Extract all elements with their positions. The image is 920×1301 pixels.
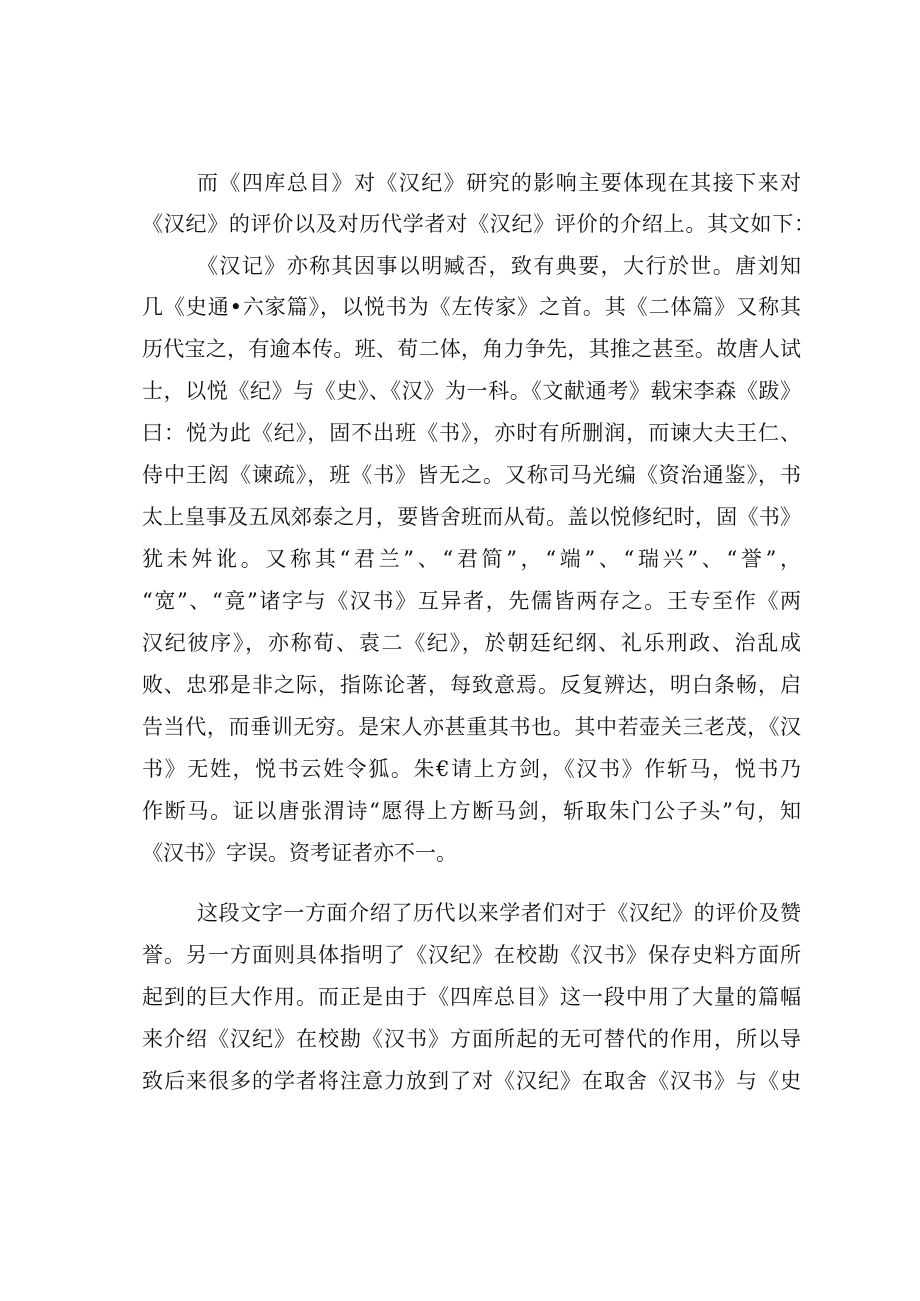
quote-line: 士，以悦《纪》与《史》、《汉》为一科。《文献通考》载宋李森《跋》	[142, 379, 801, 403]
quote-line: 《汉书》字误。资考证者亦不一。	[142, 841, 457, 865]
quote-line: 书》无姓，悦书云姓令狐。朱€请上方剑，《汉书》作斩马，悦书乃	[142, 757, 801, 781]
quote-line: 历代宝之，有逾本传。班、荀二体，角力争先，其推之甚至。故唐人试	[142, 337, 801, 361]
quote-line: 《汉记》亦称其因事以明臧否，致有典要，大行於世。唐刘知	[197, 254, 801, 278]
quote-line: 曰：悦为此《纪》，固不出班《书》，亦时有所删润，而谏大夫王仁、	[142, 421, 801, 445]
quote-line: “宽”、“竟”诸字与《汉书》互异者，先儒皆两存之。王专至作《两	[142, 589, 801, 613]
text-line: 《汉纪》的评价以及对历代学者对《汉纪》评价的介绍上。其文如下：	[142, 212, 815, 236]
quote-line: 侍中王闳《谏疏》，班《书》皆无之。又称司马光编《资治通鉴》，书	[142, 463, 801, 487]
quote-line: 太上皇事及五凤郊泰之月，要皆舍班而从荀。盖以悦修纪时，固《书》	[142, 505, 801, 529]
text-line: 致后来很多的学者将注意力放到了对《汉纪》在取舍《汉书》与《史	[142, 1069, 801, 1093]
text-line: 来介绍《汉纪》在校勘《汉书》方面所起的无可替代的作用，所以导	[142, 1027, 801, 1051]
text-line: 这段文字一方面介绍了历代以来学者们对于《汉纪》的评价及赞	[197, 901, 801, 925]
text-line: 而《四库总目》对《汉纪》研究的影响主要体现在其接下来对	[197, 171, 801, 195]
quote-line: 汉纪彼序》，亦称荀、袁二《纪》，於朝廷纪纲、礼乐刑政、治乱成	[142, 631, 801, 655]
text-line: 起到的巨大作用。而正是由于《四库总目》这一段中用了大量的篇幅	[142, 985, 801, 1009]
quote-line: 败、忠邪是非之际，指陈论著，每致意焉。反复辨达，明白条畅，启	[142, 673, 801, 697]
quote-line: 几《史通•六家篇》，以悦书为《左传家》之首。其《二体篇》又称其	[142, 295, 801, 319]
quote-line: 作断马。证以唐张渭诗“愿得上方断马剑，斩取朱门公子头”句，知	[142, 799, 801, 823]
text-line: 誉。另一方面则具体指明了《汉纪》在校勘《汉书》保存史料方面所	[142, 943, 801, 967]
quote-line: 犹未舛讹。又称其“君兰”、“君简”，“端”、“瑞兴”、“誉”，	[142, 547, 801, 571]
quote-line: 告当代，而垂训无穷。是宋人亦甚重其书也。其中若壶关三老茂，《汉	[142, 715, 801, 739]
